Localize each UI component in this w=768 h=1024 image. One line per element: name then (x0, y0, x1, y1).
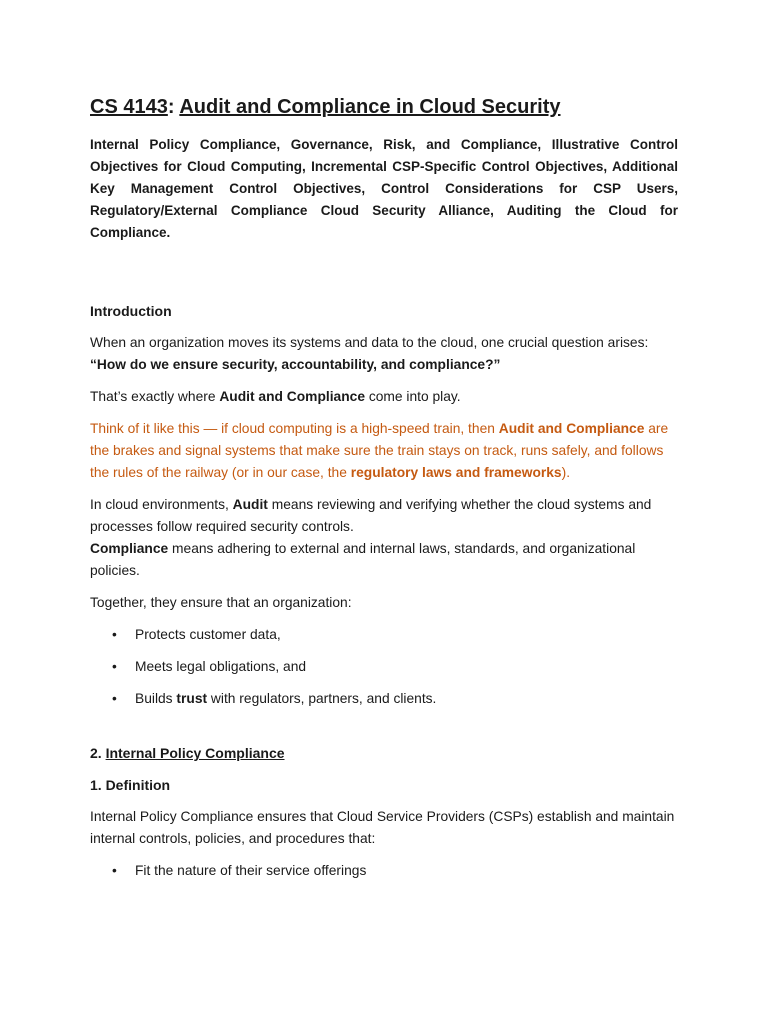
analogy-text-3: ). (561, 465, 571, 480)
list-item-text: Protects customer data, (135, 627, 281, 642)
title-text: Audit and Compliance in Cloud Security (179, 96, 561, 118)
analogy-bold-2: regulatory laws and frameworks (350, 465, 562, 480)
audit-def-bold: Audit (232, 497, 268, 512)
intro-question (90, 354, 678, 376)
list-item (90, 624, 678, 646)
bullet-glyph: • (112, 627, 117, 642)
document-page (90, 93, 678, 892)
section-spacer (90, 720, 678, 742)
intro-paragraph-1: When an organization moves its systems and data to the cloud, one crucial question arises: (90, 335, 649, 350)
compliance-def-text: means adhering to external and internal laws, standards, and organizational policies. (90, 541, 636, 578)
intro-analogy-paragraph (90, 418, 678, 484)
introduction-heading: Introduction (90, 303, 172, 319)
intro-bullet-list (90, 624, 678, 710)
list-item-bold: trust (176, 691, 208, 706)
intro-p2-bold: Audit and Compliance (219, 389, 365, 404)
analogy-text-1: Think of it like this — if cloud computing is a high-speed train, then (90, 421, 499, 436)
intro-question-text: “How do we ensure security, accountability, and compliance?” (90, 357, 501, 372)
intro-p2-text: That’s exactly where (90, 389, 220, 404)
course-code: CS 4143 (90, 96, 168, 118)
definition-subheading: 1. Definition (90, 777, 171, 793)
intro-paragraph-2 (90, 386, 678, 408)
bullet-glyph: • (112, 863, 117, 878)
definition-paragraph: Internal Policy Compliance ensures that Cloud Service Providers (CSPs) establish and maintain internal controls, policies, and procedures that: (90, 809, 675, 846)
definition-bullet-list (90, 860, 678, 882)
topics-abstract: Internal Policy Compliance, Governance, Risk, and Compliance, Illustrative Control Objectives for Cloud Computing, Incremental CSP-Specific Control Objectives, Additional Key Management Control Objectives, Control Considerations for CSP Users, Regulatory/External Compliance Cloud Security Alliance, Auditing the Cloud for Compliance. (90, 137, 678, 240)
title-separator: : (167, 96, 175, 118)
list-item-text: Builds (135, 691, 177, 706)
section-number: 2. (90, 745, 106, 761)
bullet-glyph: • (112, 659, 117, 674)
list-item (90, 860, 678, 882)
analogy-bold-1: Audit and Compliance (498, 421, 645, 436)
intro-paragraph-5 (90, 538, 678, 582)
list-item-text: Meets legal obligations, and (135, 659, 307, 674)
list-item-tail: with regulators, partners, and clients. (207, 691, 437, 706)
compliance-def-bold: Compliance (90, 541, 169, 556)
bullet-glyph: • (112, 691, 117, 706)
audit-def-text-1: In cloud environments, (90, 497, 233, 512)
list-item (90, 688, 678, 710)
intro-paragraph-6: Together, they ensure that an organization: (90, 595, 352, 610)
analogy-text-2: are the brakes and signal systems that make sure the train stays on track, runs safely, and follows the rules of the railway (or in our case, the (90, 421, 669, 480)
section-2-heading (90, 742, 678, 764)
intro-p2-tail: come into play. (365, 389, 461, 404)
document-title (90, 93, 678, 121)
intro-paragraph-4 (90, 494, 678, 538)
section-title: Internal Policy Compliance (105, 745, 285, 761)
list-item (90, 656, 678, 678)
audit-def-text-2: means reviewing and verifying whether the cloud systems and processes follow required security controls. (90, 497, 652, 534)
list-item-text: Fit the nature of their service offerings (135, 863, 367, 878)
